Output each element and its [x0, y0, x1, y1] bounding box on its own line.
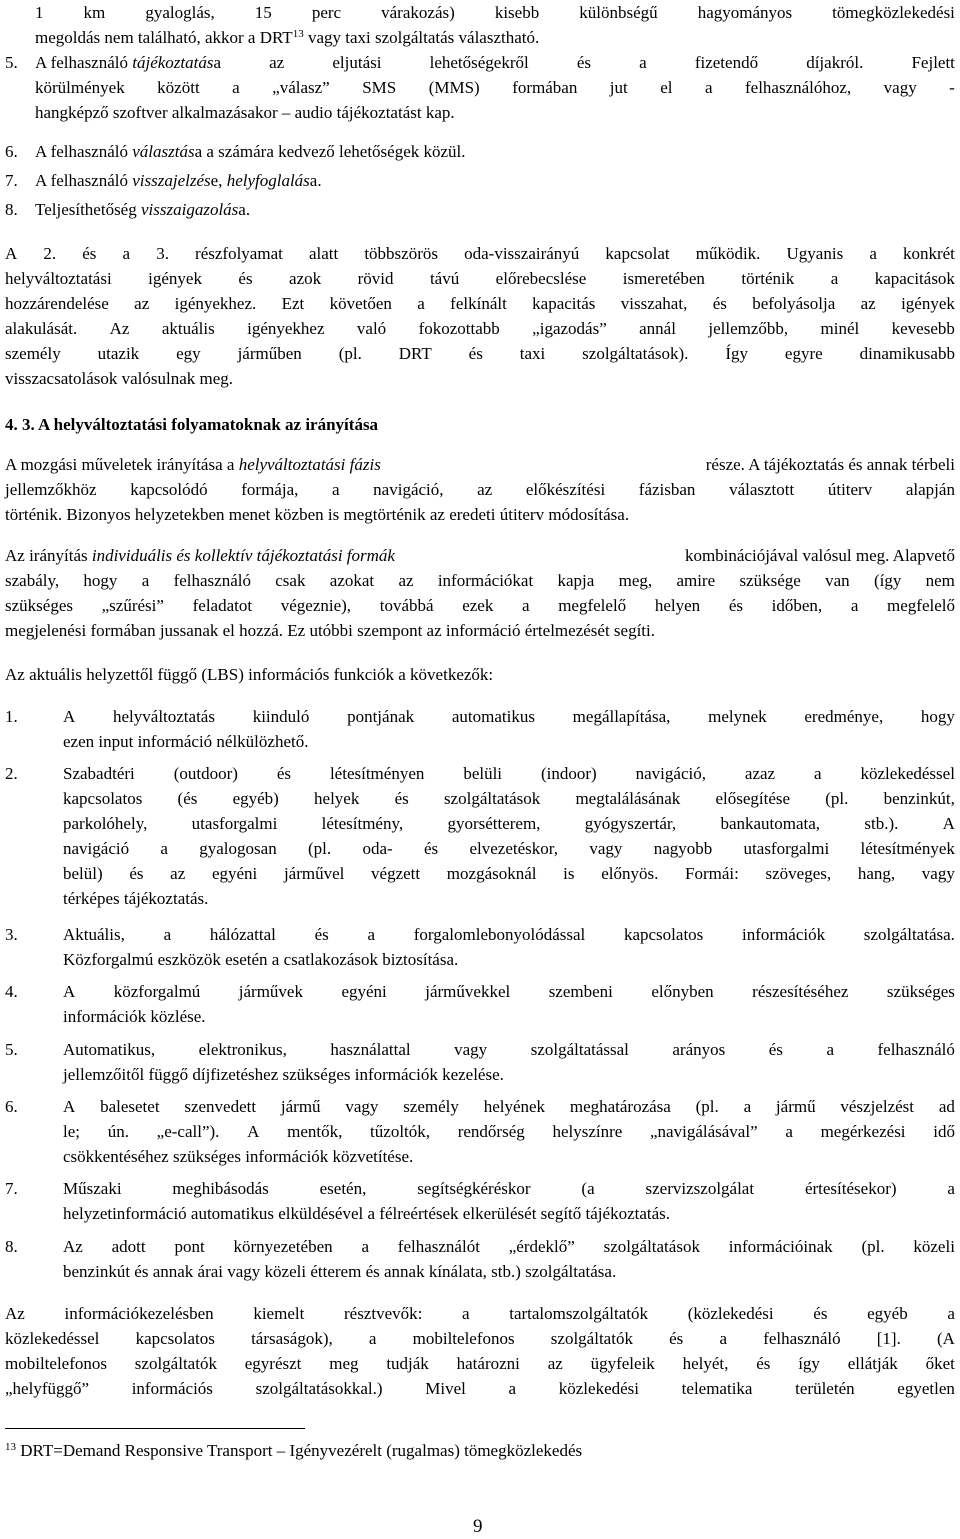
text-line: kapcsolatos (és egyéb) helyek és szolgáltatások megtalálásának elősegítése (pl. benzinkút,: [63, 789, 955, 808]
text-line: körülmények között a „válasz” SMS (MMS) formában jut el a felhasználóhoz, vagy -: [35, 78, 955, 97]
text-line: Aktuális, a hálózattal és a forgalomlebonyolódással kapcsolatos információk szolgáltatása.: [63, 925, 955, 944]
text-line: csökkentéséhez szükséges információk közvetítése.: [63, 1147, 414, 1166]
text-line: A helyváltoztatás kiinduló pontjának automatikus megállapítása, melynek eredménye, hogy: [63, 707, 955, 726]
footnote-mark: 13: [5, 1441, 16, 1453]
function-item: [5, 704, 955, 754]
text-line: le; ún. „e-call”). A mentők, tűzoltók, rendőrség helyszínre „navigálásával” a megérkezési idő: [63, 1122, 955, 1141]
text-line: Automatikus, elektronikus, használattal vagy szolgáltatással arányos és a felhasználó: [63, 1040, 955, 1059]
text-line: A balesetet szenvedett jármű vagy személy helyének meghatározása (pl. a jármű vészjelzést ad: [63, 1097, 955, 1116]
text-line: A mozgási műveletek irányítása a helyváltoztatási fázis része. A tájékoztatás és annak térbeli: [5, 455, 955, 474]
footnote-ref: 13: [292, 28, 304, 40]
text-line: Az adott pont környezetében a felhasználót „érdeklő” szolgáltatások információinak (pl. közeli: [63, 1237, 955, 1256]
list-number: 1.: [5, 707, 18, 726]
text-line: 7. A felhasználó visszajelzése, helyfoglalása.: [5, 171, 322, 190]
text-line: jellemzőitől függő díjfizetéshez szükséges információk kezelése.: [63, 1065, 504, 1084]
text-line: Az információkezelésben kiemelt résztvevők: a tartalomszolgáltatók (közlekedési és egyéb a: [5, 1304, 955, 1323]
text-line: helyváltoztatási igények és azok rövid távú előrebecslése ismeretében történik a kapacitások: [5, 269, 955, 288]
list-number: 7.: [5, 1179, 18, 1198]
text-line: Műszaki meghibásodás esetén, segítségkéréskor (a szervizszolgálat értesítésekor) a: [63, 1179, 955, 1198]
list-item: [5, 197, 955, 222]
function-item: [5, 1094, 955, 1169]
text-line: megoldás nem található, akkor a DRT$^{13}$ vagy taxi szolgáltatás választható.: [35, 28, 540, 47]
text-line: alakulását. Az aktuális igényekhez való fokozottabb „igazodás” annál jellemzőbb, minél kevesebb: [5, 319, 955, 338]
list-number: 5.: [5, 53, 18, 72]
footnote-text: DRT=Demand Responsive Transport – Igényvezérelt (rugalmas) tömegközlekedés: [16, 1441, 583, 1460]
text-line: benzinkút és annak árai vagy közeli étterem és annak kínálata, stb.) szolgáltatása.: [63, 1262, 617, 1281]
list-item: [5, 168, 955, 193]
text-line: A közforgalmú járművek egyéni járművekkel szembeni előnyben részesítéséhez szükséges: [63, 982, 955, 1001]
paragraph: [5, 241, 955, 391]
text-line: Az irányítás individuális és kollektív tájékoztatási formák kombinációjával valósul meg. Alapvető: [5, 546, 955, 565]
text-line: információk közlése.: [63, 1007, 206, 1026]
list-item-continuation: [35, 0, 955, 50]
text-line: visszacsatolások valósulnak meg.: [5, 369, 234, 388]
paragraph: [5, 452, 955, 527]
text-line: térképes tájékoztatás.: [63, 889, 209, 908]
text-line: Szabadtéri (outdoor) és létesítményen belüli (indoor) navigáció, azaz a közlekedéssel: [63, 764, 955, 783]
text-line: belül) és az egyéni járművel végzett mozgásoknál is előnyös. Formái: szöveges, hang, vagy: [63, 864, 955, 883]
function-item: [5, 761, 955, 911]
text-line: szabály, hogy a felhasználó csak azokat az információkat kapja meg, amire szüksége van (így nem: [5, 571, 955, 590]
footnote: [5, 1438, 582, 1463]
list-number: 8.: [5, 1237, 18, 1256]
text-line: Közforgalmú eszközök esetén a csatlakozások biztosítása.: [63, 950, 459, 969]
text-line: jellemzőkhöz kapcsolódó formája, a navigáció, az előkészítési fázisban választott útiterv alapján: [5, 480, 955, 499]
text-line: közlekedéssel kapcsolatos társaságok), a mobiltelefonos szolgáltatók és a felhasználó [1]. (A: [5, 1329, 955, 1348]
function-item: [5, 979, 955, 1029]
section-heading: 4. 3. A helyváltoztatási folyamatoknak az irányítása: [5, 415, 379, 434]
text-line: személy utazik egy járműben (pl. DRT és taxi szolgáltatások). Így egyre dinamikusabb: [5, 344, 955, 363]
text-line: hangképző szoftver alkalmazásakor – audio tájékoztatást kap.: [35, 103, 455, 122]
function-item: [5, 922, 955, 972]
list-item: [5, 139, 955, 164]
list-number: 6.: [5, 1097, 18, 1116]
text-line: ezen input információ nélkülözhető.: [63, 732, 309, 751]
paragraph: Az aktuális helyzettől függő (LBS) információs funkciók a következők:: [5, 665, 494, 684]
text-line: 1 km gyaloglás, 15 perc várakozás) kisebb különbségű hagyományos tömegközlekedési: [35, 3, 955, 22]
page-number: 9: [473, 1516, 483, 1537]
list-item: [5, 50, 955, 125]
paragraph: [5, 1301, 955, 1401]
text-line: [5, 50, 955, 75]
text-line: helyzetinformáció automatikus elküldésével a félreértések elkerülését segítő tájékoztatás.: [63, 1204, 671, 1223]
step-text: A felhasználó tájékoztatása az eljutási lehetőségekről és a fizetendő díjakról. Fejlett: [35, 53, 955, 72]
paragraph: [5, 543, 955, 643]
footnote-separator: [5, 1428, 305, 1429]
function-item: [5, 1234, 955, 1284]
text-line: 6. A felhasználó választása a számára kedvező lehetőségek közül.: [5, 142, 466, 161]
text-line: hozzárendelése az igényekhez. Ezt követően a felkínált kapacitás visszahat, és befolyásolja az igények: [5, 294, 955, 313]
text-line: A 2. és a 3. részfolyamat alatt többszörös oda-visszairányú kapcsolat működik. Ugyanis a konkrét: [5, 244, 955, 263]
text-line: szükséges „szűrési” feladatot végeznie), továbbá ezek a megfelelő helyen és időben, a megfelelő: [5, 596, 955, 615]
list-number: 3.: [5, 925, 18, 944]
function-item: [5, 1176, 955, 1226]
text-line: történik. Bizonyos helyzetekben menet közben is megtörténik az eredeti útiterv módosítása.: [5, 505, 630, 524]
list-number: 4.: [5, 982, 18, 1001]
text-line: parkolóhely, utasforgalmi létesítmény, gyorsétterem, gyógyszertár, bankautomata, stb.). A: [63, 814, 955, 833]
text-line: mobiltelefonos szolgáltatók egyrészt meg tudják határozni az ügyfeleik helyét, és így ellátják őket: [5, 1354, 955, 1373]
list-number: 5.: [5, 1040, 18, 1059]
text-line: 8. Teljesíthetőség visszaigazolása.: [5, 200, 251, 219]
text-line: „helyfüggő” információs szolgáltatásokkal.) Mivel a közlekedési telematika területén egyetlen: [5, 1379, 955, 1398]
text-line: navigáció a gyalogosan (pl. oda- és elvezetéskor, vagy nagyobb utasforgalmi létesítmények: [63, 839, 955, 858]
text-line: megjelenési formában jussanak el hozzá. Ez utóbbi szempont az információ értelmezését segíti.: [5, 621, 656, 640]
list-number: 2.: [5, 764, 18, 783]
function-item: [5, 1037, 955, 1087]
